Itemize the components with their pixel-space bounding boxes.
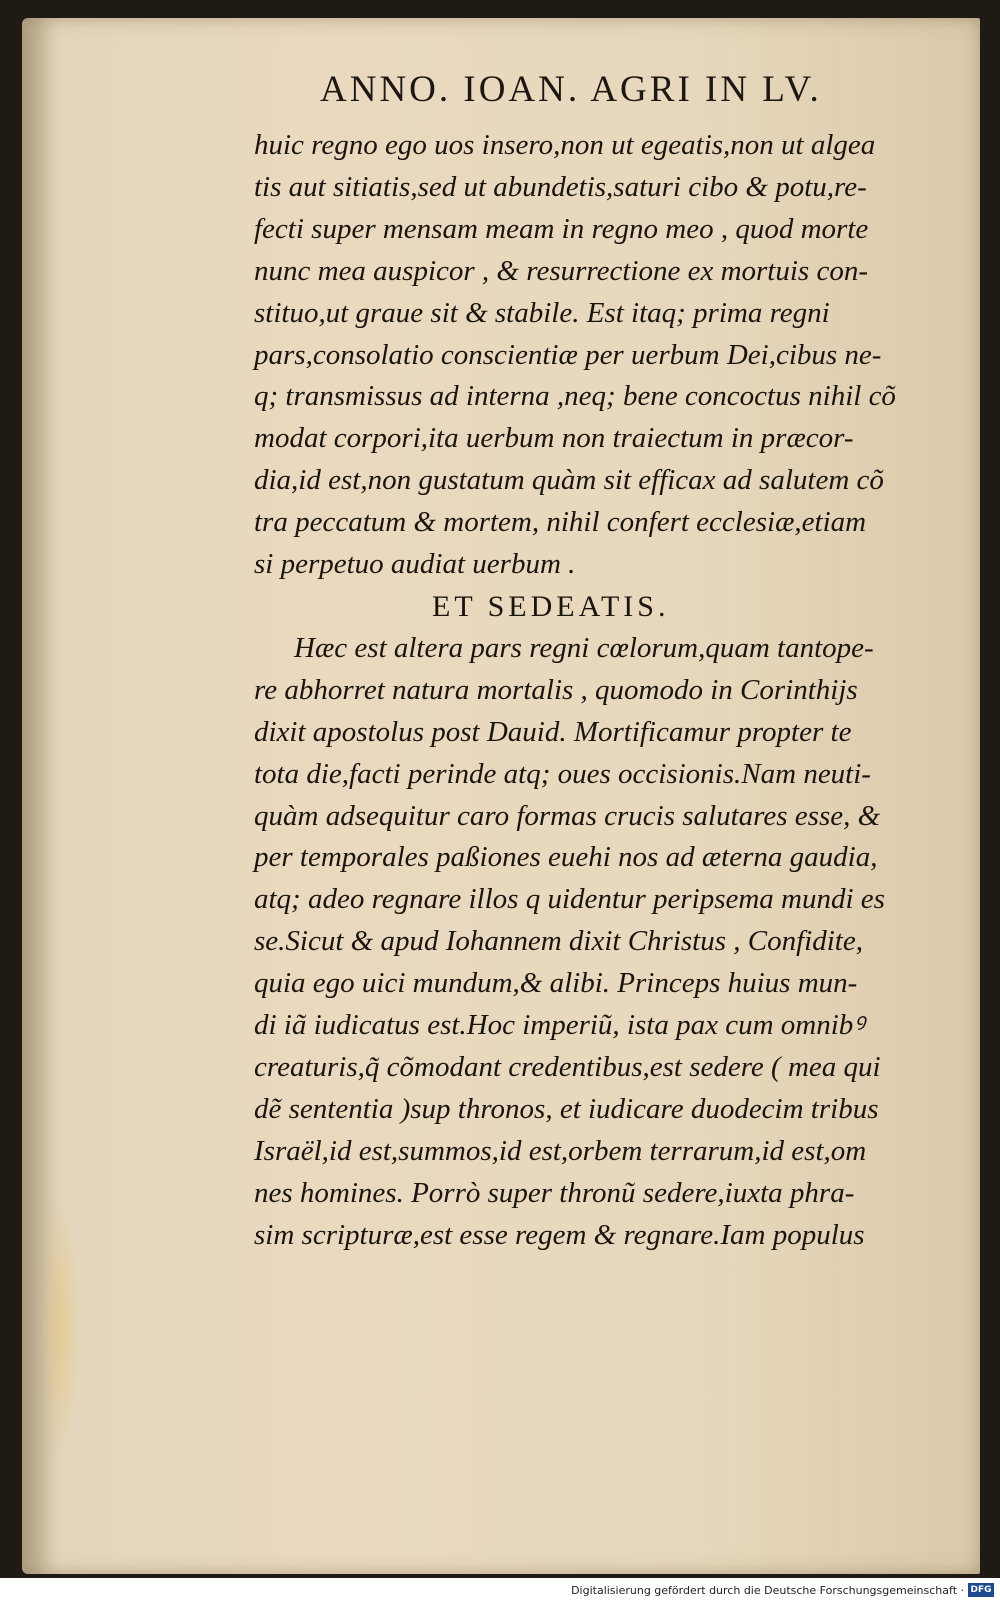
text-line: fecti super mensam meam in regno meo , quod morte	[254, 212, 869, 245]
text-line: per temporales paßiones euehi nos ad æterna gaudia,	[254, 841, 878, 874]
body-text	[254, 125, 914, 1256]
text-line: creaturis,q̃ cõmodant credentibus,est sedere ( mea qui	[254, 1050, 881, 1083]
text-line: tra peccatum & mortem, nihil confert ecclesiæ,etiam	[254, 506, 867, 539]
text-line: Israël,id est,summos,id est,orbem terrarum,id est,om	[254, 1134, 867, 1167]
text-line: dixit apostolus post Dauid. Mortificamur propter te	[254, 715, 852, 748]
text-line: huic regno ego uos insero,non ut egeatis,non ut algea	[254, 129, 876, 161]
text-line: pars,consolatio conscientiæ per uerbum Dei,cibus ne-	[254, 338, 882, 371]
text-line: se.Sicut & apud Iohannem dixit Christus , Confidite,	[254, 925, 863, 958]
text-line: di iã iudicatus est.Hoc imperiũ, ista pax cum omnibꝰ	[254, 1009, 865, 1042]
text-line: dẽ sententia )sup thronos, et iudicare duodecim tribus	[254, 1092, 879, 1125]
text-line: sim scripturæ,est esse regem & regnare.Iam populus	[254, 1218, 865, 1251]
text-line: stituo,ut graue sit & stabile. Est itaq; prima regni	[254, 296, 830, 329]
page-stain	[40, 1198, 80, 1458]
text-line: tota die,facti perinde atq; oues occisionis.Nam neuti-	[254, 757, 871, 790]
text-line: nunc mea auspicor , & resurrectione ex mortuis con-	[254, 254, 868, 287]
text-line: tis aut sitiatis,sed ut abundetis,saturi cibo & potu,re-	[254, 170, 867, 203]
text-line: nes homines. Porrò super thronũ sedere,iuxta phra-	[254, 1176, 855, 1209]
text-line: atq; adeo regnare illos q uidentur peripsema mundi es	[254, 883, 885, 916]
footer-bar	[0, 1578, 1000, 1603]
text-line: si perpetuo audiat uerbum .	[254, 548, 576, 581]
text-line: quàm adsequitur caro formas crucis salutares esse, &	[254, 799, 881, 832]
text-line: Hæc est altera pars regni cœlorum,quam tantope-	[294, 631, 874, 664]
text-line: q; transmissus ad interna ,neq; bene concoctus nihil cõ	[254, 380, 896, 413]
text-line: modat corpori,ita uerbum non traiectum in præcor-	[254, 422, 854, 455]
text-line: dia,id est,non gustatum quàm sit efficax ad salutem cõ	[254, 464, 884, 497]
text-line: quia ego uici mundum,& alibi. Princeps huius mun-	[254, 967, 858, 1000]
funding-notice: Digitalisierung gefördert durch die Deutsche Forschungsgemeinschaft ·	[571, 1584, 964, 1597]
section-heading: ET SEDEATIS.	[432, 589, 670, 623]
text-line: re abhorret natura mortalis , quomodo in Corinthijs	[254, 673, 858, 706]
dfg-logo-icon[interactable]: DFG	[968, 1583, 994, 1597]
running-header: ANNO. IOAN. AGRI IN LV.	[320, 69, 822, 110]
